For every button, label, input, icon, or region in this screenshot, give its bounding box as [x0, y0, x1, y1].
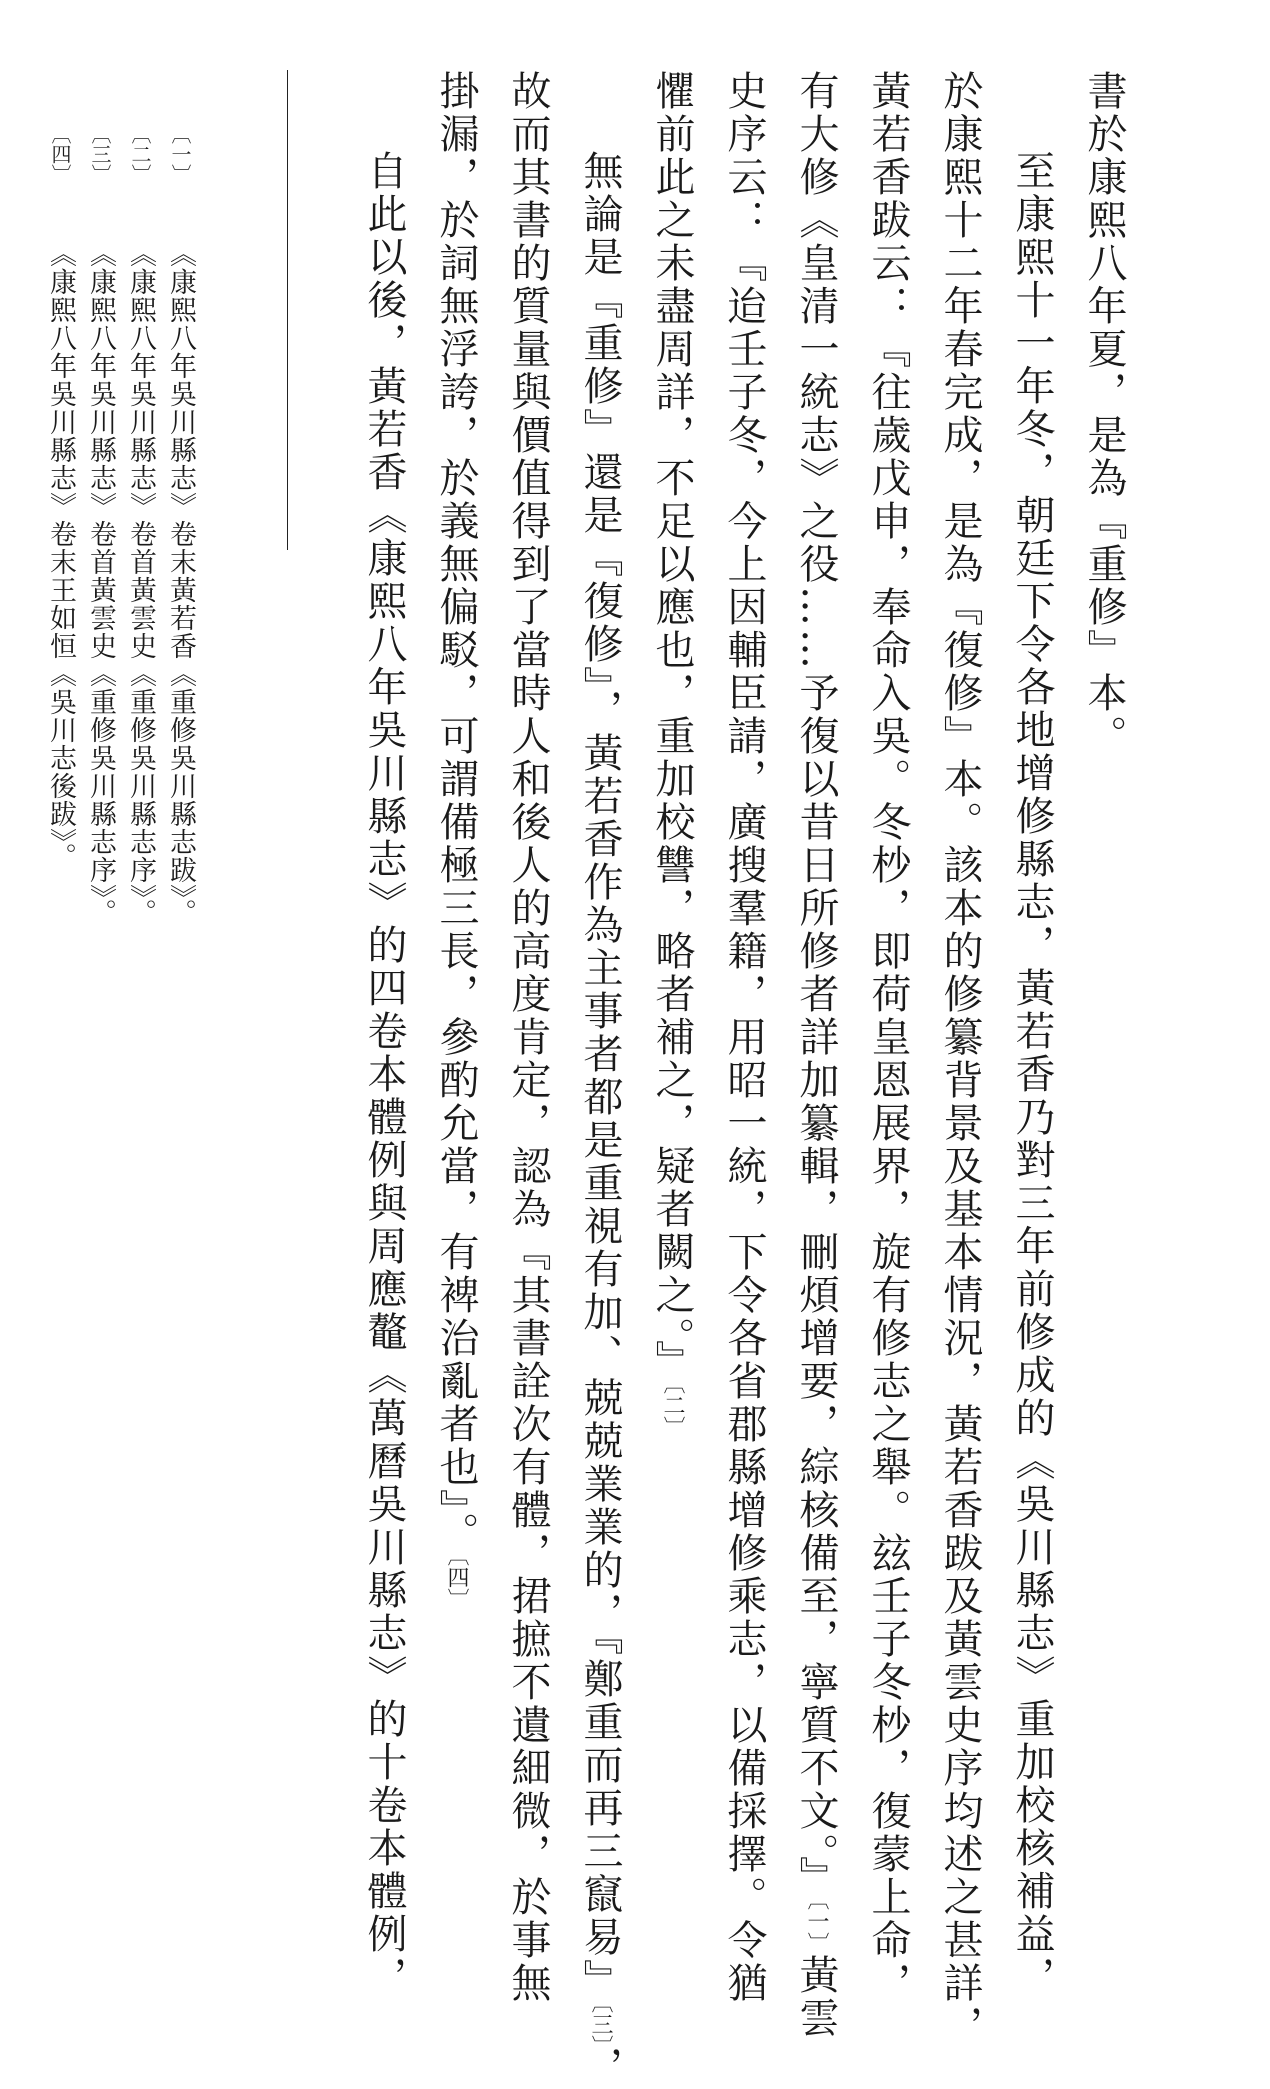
text-line: 有大修《皇清一統志》之役……予復以昔日所修者詳加纂輯，刪煩增要，綜核備至，寧質不文。』〔一〕黃雲 — [793, 70, 839, 2040]
text-line: 自此以後，黃若香《康熙八年吳川縣志》的四卷本體例與周應鼇《萬曆吳川縣志》的十卷本體例， — [361, 150, 407, 1999]
text-line: 於康熙十二年春完成，是為『復修』本。該本的修纂背景及基本情況，黃若香跋及黃雲史序均述之甚詳， — [937, 70, 983, 2048]
footnote-text: 《康熙八年吳川縣志》卷末黃若香《重修吳川縣志跋》。 — [165, 240, 196, 927]
text-line: 無論是『重修』還是『復修』，黃若香作為主事者都是重視有加、兢兢業業的，『鄭重而再三竄易』〔三〕， — [577, 150, 623, 2089]
footnote-number: 〔三〕 — [88, 124, 112, 184]
text-line: 至康熙十一年冬，朝廷下令各地增修縣志，黃若香乃對三年前修成的《吳川縣志》重加校核補益， — [1009, 150, 1055, 1999]
footnote-number: 〔二〕 — [128, 124, 152, 184]
text-line: 黃若香跋云：『往歲戊申，奉命入吳。冬杪，即荷皇恩展界，旋有修志之舉。玆壬子冬杪，復蒙上命， — [865, 70, 911, 2005]
footnote-text: 《康熙八年吳川縣志》卷末王如恒《吳川志後跋》。 — [45, 240, 76, 871]
footnote-text: 《康熙八年吳川縣志》卷首黃雲史《重修吳川縣志序》。 — [125, 240, 156, 927]
footnotes — [40, 124, 200, 2064]
text-line: 懼前此之未盡周詳，不足以應也，重加校讐，略者補之，疑者闕之。』〔二〕 — [649, 70, 695, 1438]
text-line: 掛漏，於詞無浮誇，於義無偏駁，可謂備極三長，參酌允當，有裨治亂者也』。〔四〕 — [433, 70, 479, 1610]
footnote — [120, 124, 160, 2064]
footnote-number: 〔一〕 — [168, 124, 192, 184]
footnote — [80, 124, 120, 2064]
footnote-ref[interactable]: 〔三〕 — [588, 2002, 613, 2046]
text-line: 故而其書的質量與價值得到了當時人和後人的高度肯定，認為『其書詮次有體，捃摭不遺細微，於事無 — [505, 70, 551, 2005]
footnote-number: 〔四〕 — [48, 124, 72, 184]
text-line: 書於康熙八年夏，是為『重修』本。 — [1081, 70, 1127, 758]
footnote — [40, 124, 80, 2064]
footnote — [160, 124, 200, 2064]
footnote-divider — [287, 70, 288, 550]
text-line: 史序云：『迨壬子冬，今上因輔臣請，廣搜羣籍，用昭一統，下令各省郡縣增修乘志，以備採擇。令猶 — [721, 70, 767, 2005]
footnote-ref[interactable]: 〔一〕 — [804, 1899, 829, 1954]
footnote-ref[interactable]: 〔四〕 — [444, 1555, 469, 1610]
main-text — [348, 70, 1140, 2089]
footnote-ref[interactable]: 〔二〕 — [660, 1383, 685, 1438]
footnote-text: 《康熙八年吳川縣志》卷首黃雲史《重修吳川縣志序》。 — [85, 240, 116, 927]
